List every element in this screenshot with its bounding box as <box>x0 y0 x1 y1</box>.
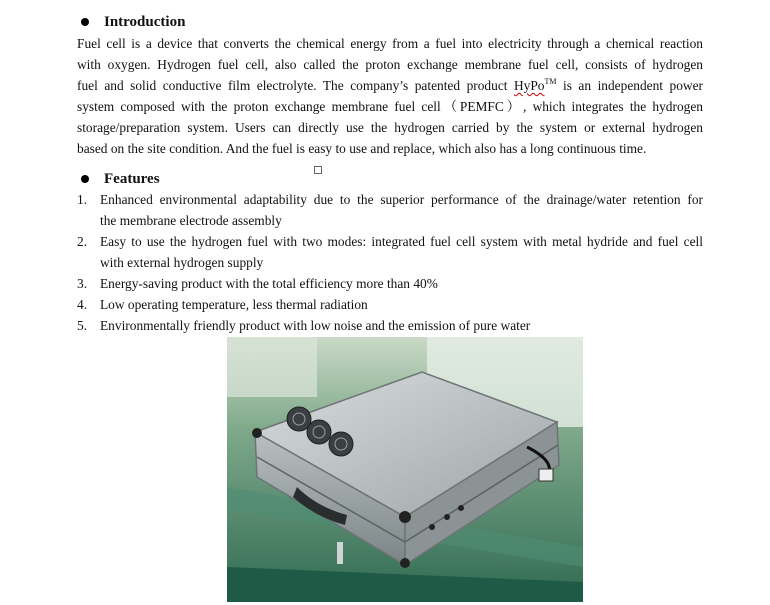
bullet-icon <box>81 175 89 183</box>
list-number: 5. <box>77 318 88 333</box>
features-list <box>77 189 703 336</box>
intro-line: system composed with the proton exchange membrane fuel cell（PEMFC）, which integrates the hydrogen <box>77 99 703 114</box>
list-number: 4. <box>77 297 88 312</box>
intro-line: with oxygen. Hydrogen fuel cell, also called the proton exchange membrane fuel cell, consists of hydrogen <box>77 57 703 72</box>
product-photo <box>227 337 583 602</box>
list-item-line: the membrane electrode assembly <box>100 213 282 228</box>
fuel-cell-case-image <box>227 337 583 602</box>
list-number: 3. <box>77 276 88 291</box>
anchor-marker-icon <box>314 166 322 174</box>
bullet-icon <box>81 18 89 26</box>
list-item-line: Environmentally friendly product with low noise and the emission of pure water <box>100 318 531 333</box>
list-item <box>77 189 703 231</box>
intro-line: storage/preparation system. Users can directly use the hydrogen carried by the system or external hydrogen <box>77 120 703 135</box>
list-item <box>77 231 703 273</box>
product-name: HyPo <box>513 78 545 93</box>
intro-line: Fuel cell is a device that converts the chemical energy from a fuel into electricity through a chemical reaction <box>77 36 703 51</box>
list-item-line: Energy-saving product with the total efficiency more than 40% <box>100 276 438 291</box>
intro-line <box>77 75 703 96</box>
intro-line: based on the site condition. And the fuel is easy to use and replace, which also has a long continuous time. <box>77 141 647 156</box>
list-number: 1. <box>77 192 88 207</box>
list-item <box>77 273 703 294</box>
intro-paragraph <box>77 33 703 159</box>
list-item-line: with external hydrogen supply <box>100 255 264 270</box>
list-item-line: Low operating temperature, less thermal radiation <box>100 297 368 312</box>
features-heading: Features <box>104 171 160 187</box>
list-item-line: Easy to use the hydrogen fuel with two modes: integrated fuel cell system with metal hydride and fuel cell <box>100 234 703 249</box>
list-item-line: Enhanced environmental adaptability due to the superior performance of the drainage/water retention for <box>100 192 703 207</box>
list-item <box>77 315 703 336</box>
intro-line-3-tail: is an independent power <box>556 78 703 93</box>
list-number: 2. <box>77 234 88 249</box>
list-item <box>77 294 703 315</box>
trademark-mark: TM <box>544 77 557 86</box>
intro-line-3-text: fuel and solid conductive film electrolyte. The company’s patented product <box>77 78 514 93</box>
intro-heading: Introduction <box>104 14 186 30</box>
